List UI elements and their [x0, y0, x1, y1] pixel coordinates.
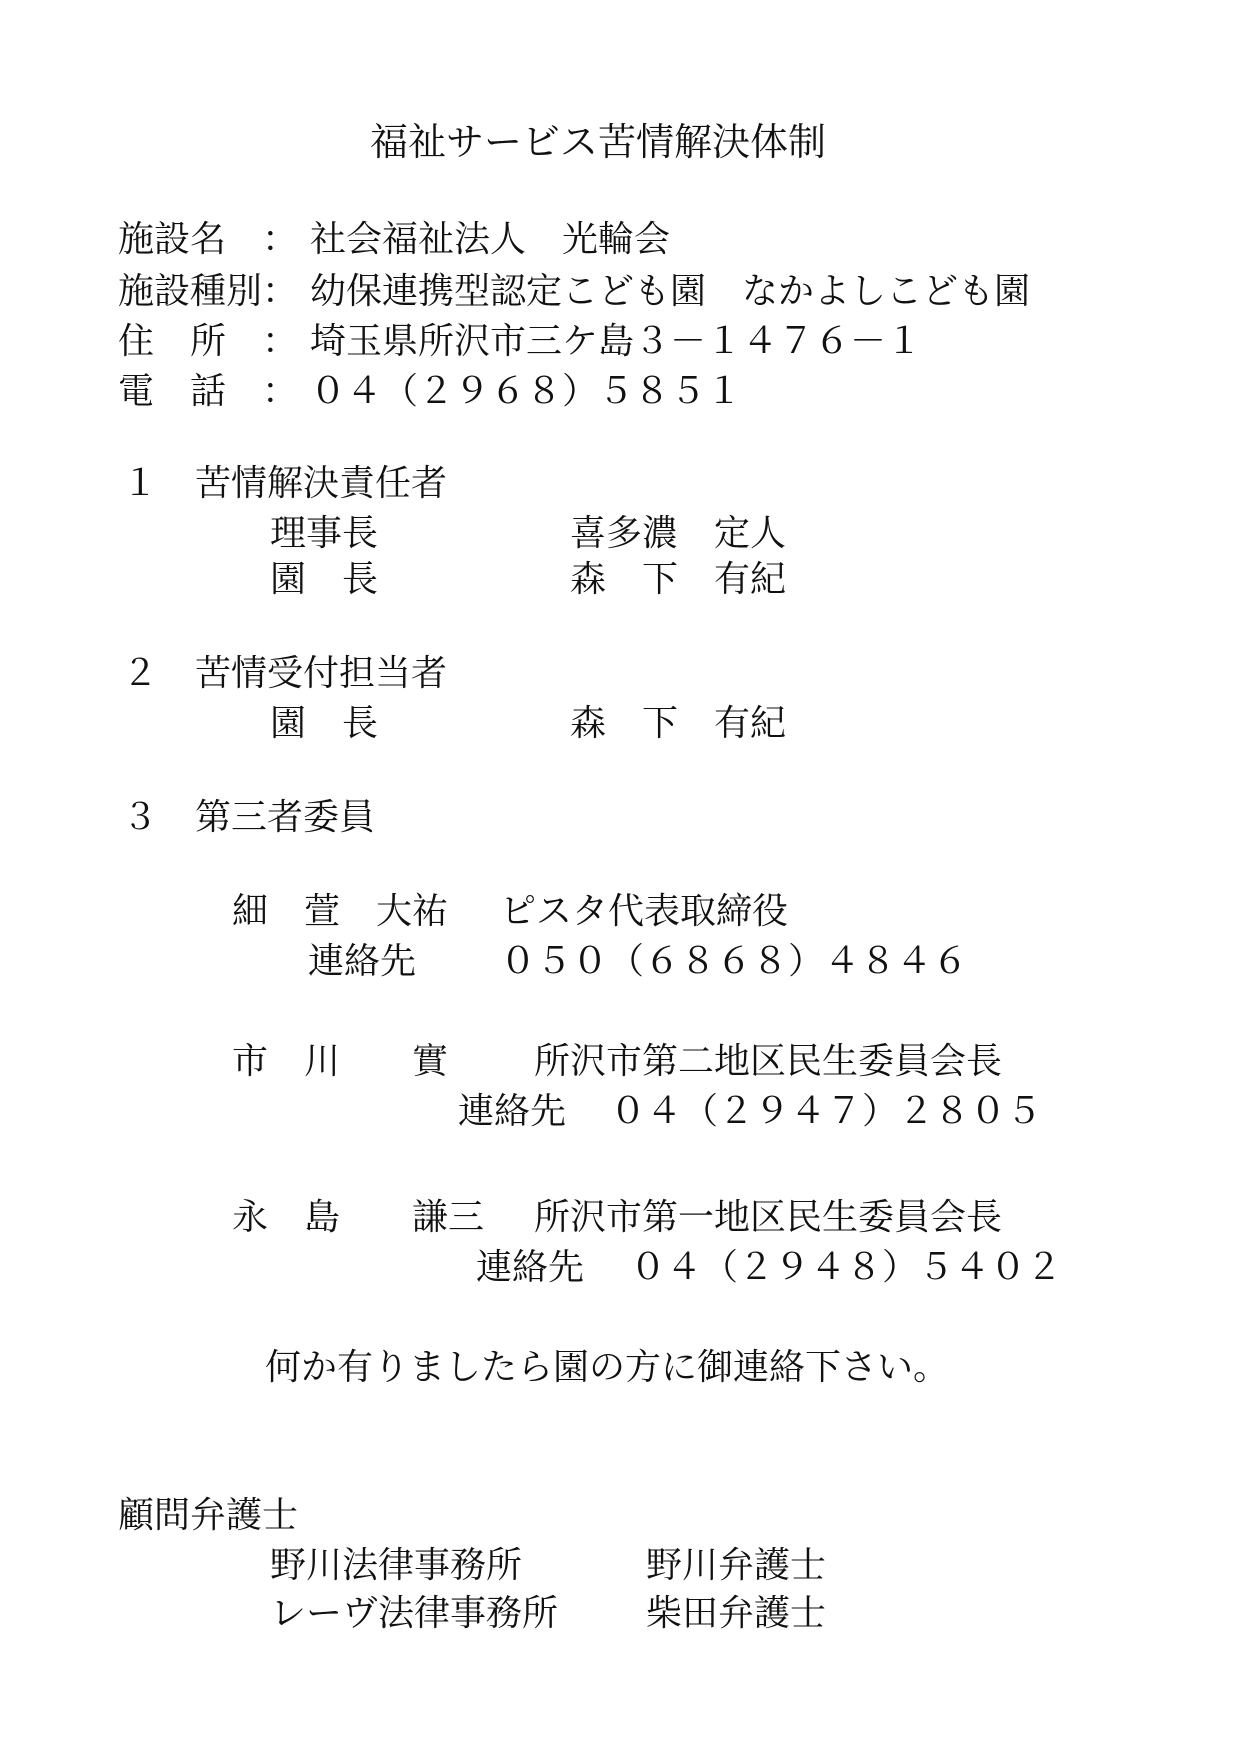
facility-address-value: 埼玉県所沢市三ケ島３－１４７６－１	[310, 321, 923, 362]
page-title: 福祉サービス苦情解決体制	[370, 120, 827, 164]
legal-advisors-heading: 顧問弁護士	[118, 1495, 299, 1536]
member-1-contact-label: 連絡先	[308, 941, 417, 982]
member-3-name: 永 島 謙三	[232, 1197, 485, 1238]
facility-name-value: 社会福祉法人 光輪会	[310, 219, 671, 260]
section-2-number: ２	[122, 653, 159, 694]
section-1-role-2: 園 長	[270, 559, 379, 600]
facility-phone-value: ０４（２９６８）５８５１	[310, 371, 743, 412]
section-1-name-2: 森 下 有紀	[570, 559, 787, 600]
member-2-name: 市 川 實	[232, 1041, 449, 1082]
lawyer-2: 柴田弁護士	[646, 1593, 827, 1634]
section-1-number: １	[122, 463, 159, 504]
member-3-contact-label: 連絡先	[476, 1247, 585, 1288]
facility-type-label: 施設種別：	[118, 271, 299, 312]
member-3-title: 所沢市第一地区民生委員会長	[534, 1197, 1003, 1238]
section-2-role-1: 園 長	[270, 703, 379, 744]
member-3-contact: ０４（２９４８）５４０２	[630, 1247, 1063, 1288]
law-firm-1: 野川法律事務所	[270, 1545, 523, 1586]
facility-name-label: 施設名 ：	[118, 219, 299, 260]
member-1-title: ピスタ代表取締役	[500, 891, 789, 932]
member-2-contact: ０４（２９４７）２８０５	[610, 1091, 1043, 1132]
section-1-heading: 苦情解決責任者	[195, 463, 448, 504]
section-2-name-1: 森 下 有紀	[570, 703, 787, 744]
facility-type-value: 幼保連携型認定こども園 なかよしこども園	[310, 271, 1031, 312]
section-1-name-1: 喜多濃 定人	[570, 513, 787, 554]
section-3-heading: 第三者委員	[195, 797, 376, 838]
contact-notice: 何か有りましたら園の方に御連絡下さい。	[265, 1347, 950, 1388]
member-1-contact: ０５０（６８６８）４８４６	[500, 941, 969, 982]
section-2-heading: 苦情受付担当者	[195, 653, 448, 694]
facility-address-label: 住 所 ：	[118, 321, 299, 362]
section-1-role-1: 理事長	[270, 513, 379, 554]
law-firm-2: レーヴ法律事務所	[270, 1593, 559, 1634]
member-2-contact-label: 連絡先	[458, 1091, 567, 1132]
member-2-title: 所沢市第二地区民生委員会長	[534, 1041, 1003, 1082]
member-1-name: 細 萱 大祐	[232, 891, 449, 932]
lawyer-1: 野川弁護士	[646, 1545, 827, 1586]
section-3-number: ３	[122, 797, 159, 838]
facility-phone-label: 電 話 ：	[118, 371, 299, 412]
